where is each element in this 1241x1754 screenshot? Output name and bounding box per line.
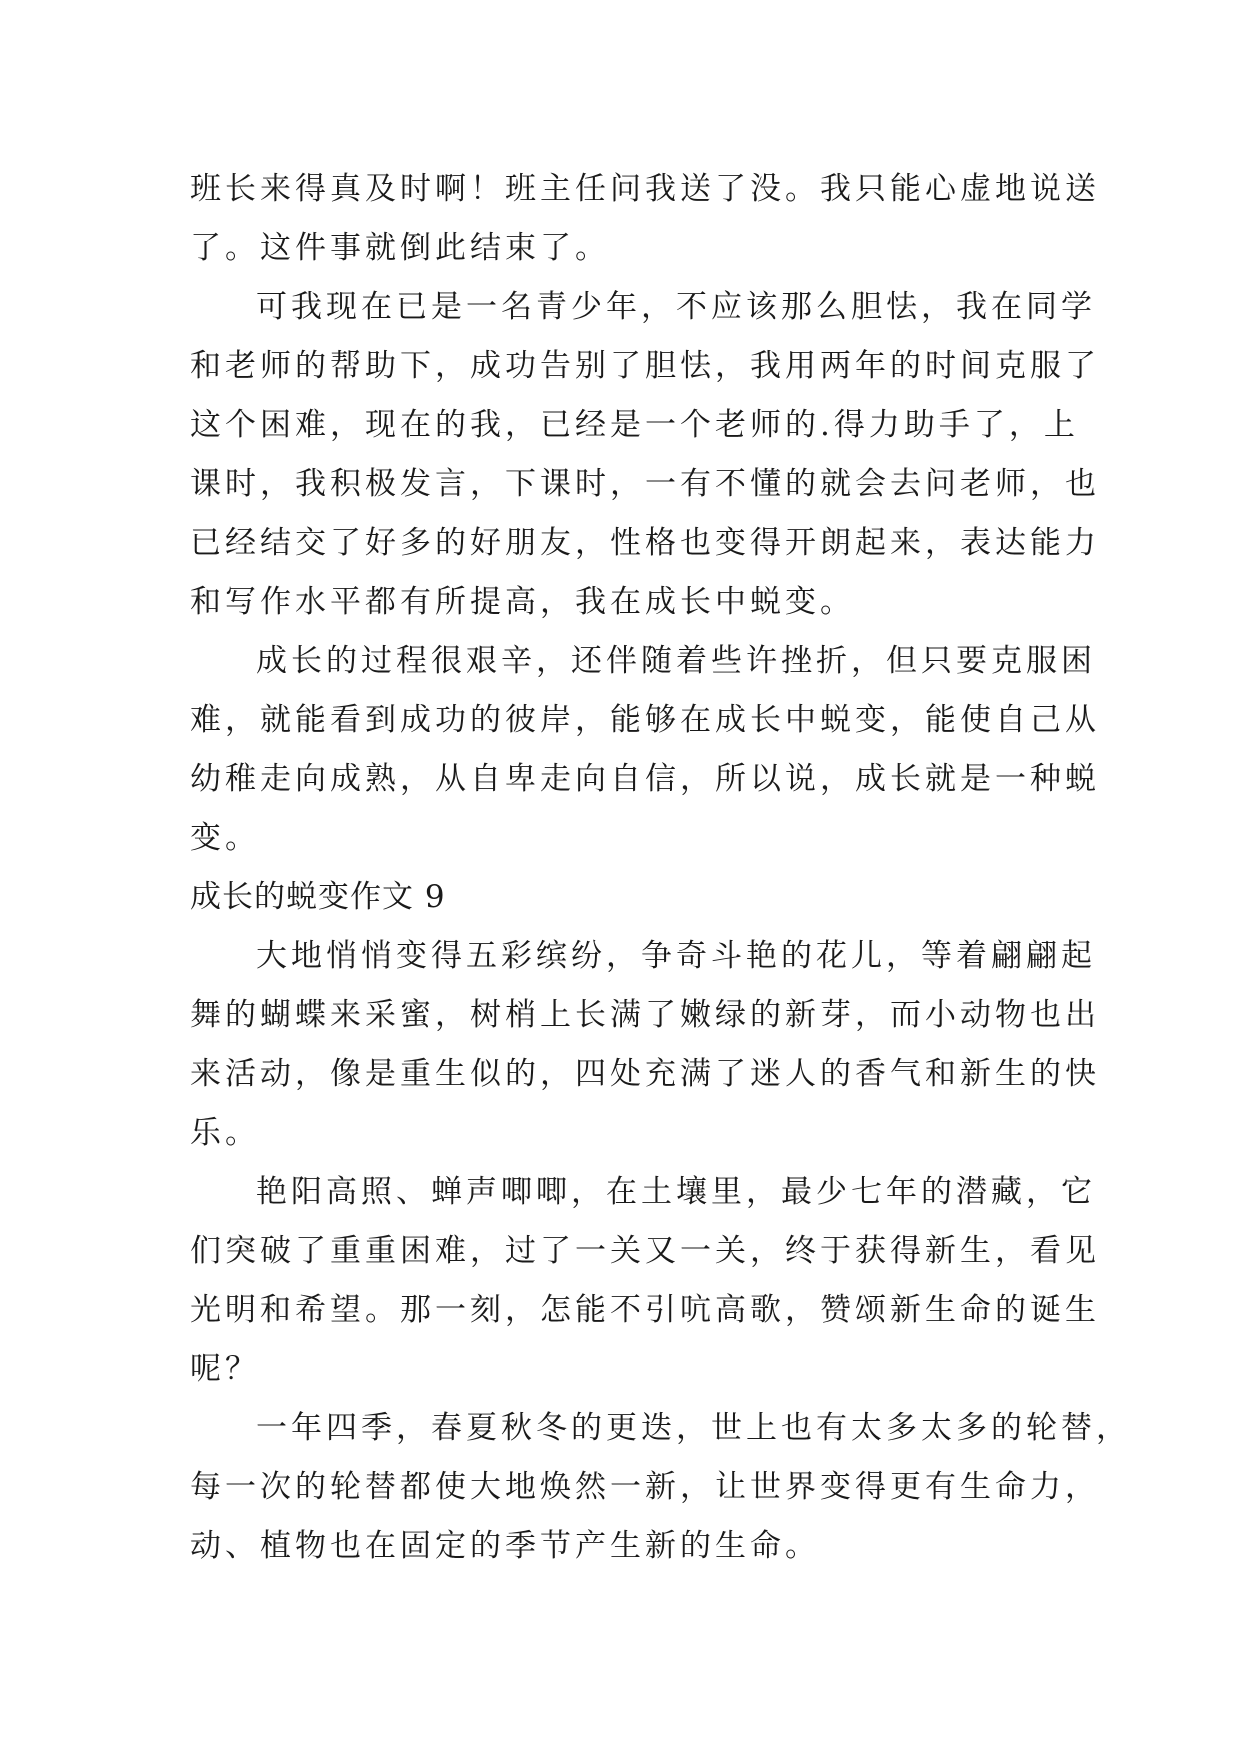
text-line: 了。这件事就倒此结束了。 (190, 230, 610, 266)
text-line: 和老师的帮助下，成功告别了胆怯，我用两年的时间克服了 (190, 348, 1100, 384)
text-line: 动、植物也在固定的季节产生新的生命。 (190, 1528, 820, 1564)
paragraph (190, 1399, 1131, 1576)
text-line: 艳阳高照、蝉声唧唧，在土壤里，最少七年的潜藏，它 (256, 1174, 1096, 1210)
text-line: 舞的蝴蝶来采蜜，树梢上长满了嫩绿的新芽，而小动物也出 (190, 997, 1100, 1033)
text-line: 乐。 (190, 1115, 260, 1151)
text-line: 每一次的轮替都使大地焕然一新，让世界变得更有生命力， (190, 1469, 1100, 1505)
text-line: 来活动，像是重生似的，四处充满了迷人的香气和新生的快 (190, 1056, 1100, 1092)
paragraph (190, 632, 1100, 868)
text-line: 成长的过程很艰辛，还伴随着些许挫折，但只要克服困 (256, 643, 1096, 679)
heading-text: 成长的蜕变作文 9 (190, 879, 446, 915)
paragraph (190, 927, 1100, 1163)
text-line: 课时，我积极发言，下课时，一有不懂的就会去问老师，也 (190, 466, 1100, 502)
text-line: 难，就能看到成功的彼岸，能够在成长中蜕变，能使自己从 (190, 702, 1100, 738)
section-heading (190, 868, 1060, 927)
text-line: 光明和希望。那一刻，怎能不引吭高歌，赞颂新生命的诞生 (190, 1292, 1100, 1328)
text-line: 们突破了重重困难，过了一关又一关，终于获得新生，看见 (190, 1233, 1100, 1269)
paragraph (190, 160, 1100, 278)
text-line: 已经结交了好多的好朋友，性格也变得开朗起来，表达能力 (190, 525, 1100, 561)
text-line: 这个困难，现在的我，已经是一个老师的.得力助手了，上 (190, 407, 1079, 443)
text-line: 和写作水平都有所提高，我在成长中蜕变。 (190, 584, 855, 620)
text-line: 大地悄悄变得五彩缤纷，争奇斗艳的花儿，等着翩翩起 (256, 938, 1096, 974)
text-line: 一年四季，春夏秋冬的更迭，世上也有太多太多的轮替， (256, 1410, 1131, 1446)
text-line: 幼稚走向成熟，从自卑走向自信，所以说，成长就是一种蜕 (190, 761, 1100, 797)
text-line: 班长来得真及时啊！班主任问我送了没。我只能心虚地说送 (190, 171, 1100, 207)
paragraph (190, 278, 1100, 632)
text-line: 呢？ (190, 1351, 260, 1387)
document-body (190, 160, 1131, 1576)
paragraph (190, 1163, 1100, 1399)
text-line: 变。 (190, 820, 260, 856)
text-line: 可我现在已是一名青少年，不应该那么胆怯，我在同学 (256, 289, 1096, 325)
